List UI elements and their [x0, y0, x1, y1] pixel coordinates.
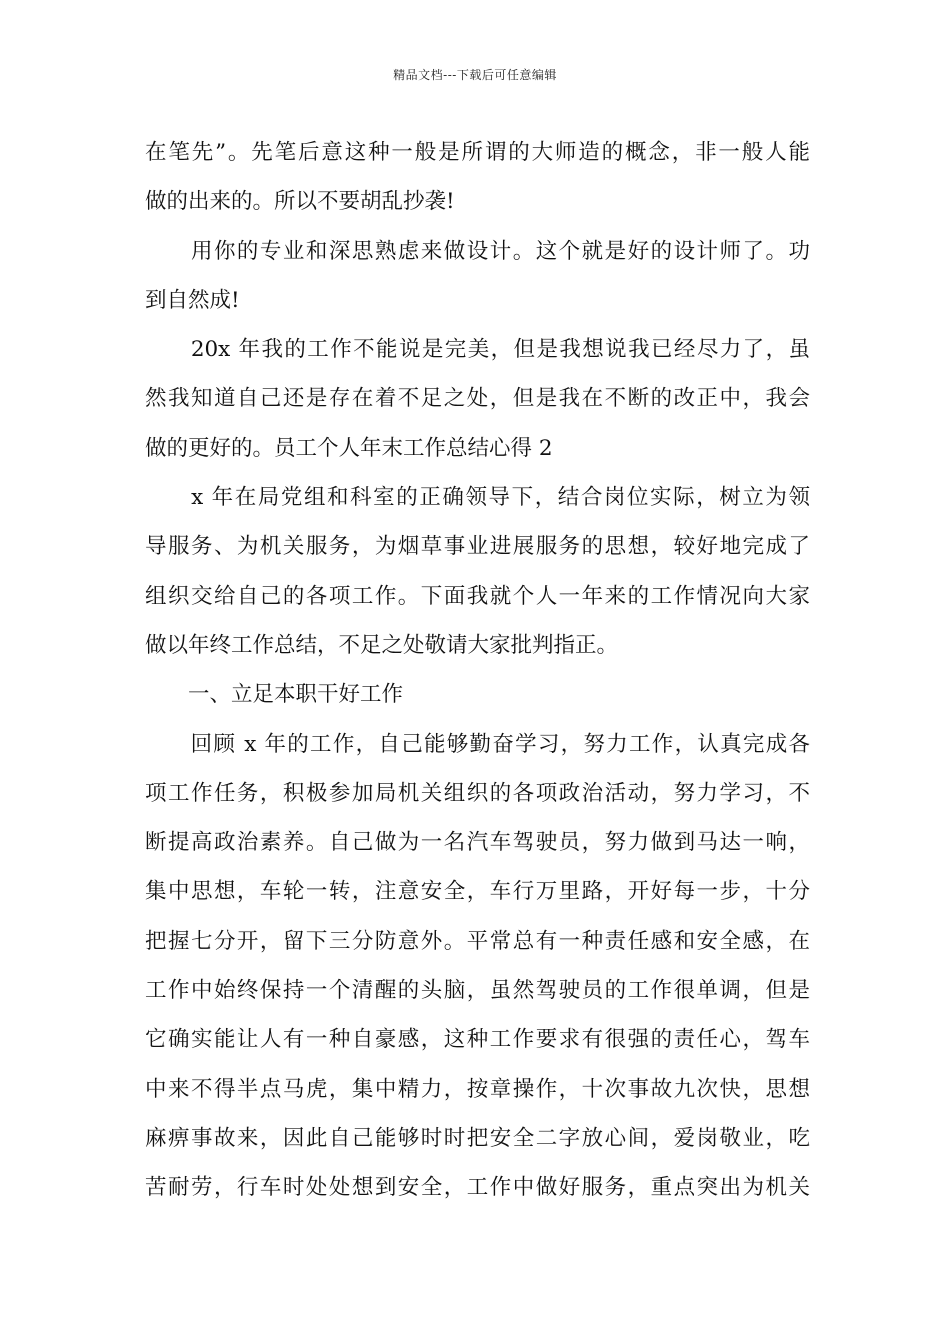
- text-line: 做以年终工作总结，不足之处敬请大家批判指正。: [145, 632, 619, 658]
- text-line: 做的更好的。员工个人年末工作总结心得 2: [145, 435, 553, 461]
- document-body: [145, 128, 810, 1213]
- paragraph: [145, 473, 810, 670]
- text-line: 组织交给自己的各项工作。下面我就个人一年来的工作情况向大家: [145, 583, 810, 609]
- paragraph: [145, 227, 810, 326]
- text-line: 到自然成!: [145, 287, 240, 313]
- text-line: 做的出来的。所以不要胡乱抄袭!: [145, 189, 455, 215]
- text-line: 工作中始终保持一个清醒的头脑，虽然驾驶员的工作很单调，但是: [145, 978, 810, 1004]
- text-line: 回顾 x 年的工作，自己能够勤奋学习，努力工作，认真完成各: [145, 731, 810, 757]
- paragraph: [145, 325, 810, 473]
- text-line: x 年在局党组和科室的正确领导下，结合岗位实际，树立为领: [145, 485, 810, 511]
- text-line: 把握七分开，留下三分防意外。平常总有一种责任感和安全感，在: [145, 928, 810, 954]
- text-line: 20x 年我的工作不能说是完美，但是我想说我已经尽力了，虽: [145, 337, 810, 363]
- text-line: 断提高政治素养。自己做为一名汽车驾驶员，努力做到马达一响，: [145, 830, 810, 856]
- page-header: 精品文档---下载后可任意编辑: [393, 68, 557, 82]
- text-line: 麻痹事故来，因此自己能够时时把安全二字放心间，爱岗敬业，吃: [145, 1125, 810, 1151]
- heading-text: 一、立足本职干好工作: [145, 682, 404, 708]
- text-line: 然我知道自己还是存在着不足之处，但是我在不断的改正中，我会: [145, 386, 810, 412]
- paragraph: [145, 720, 810, 1213]
- section-heading: [145, 670, 810, 719]
- text-line: 集中思想，车轮一转，注意安全，车行万里路，开好每一步，十分: [145, 879, 810, 905]
- text-line: 中来不得半点马虎，集中精力，按章操作，十次事故九次快，思想: [145, 1076, 810, 1102]
- text-line: 项工作任务，积极参加局机关组织的各项政治活动，努力学习，不: [145, 780, 810, 806]
- text-line: 导服务、为机关服务，为烟草事业进展服务的思想，较好地完成了: [145, 534, 810, 560]
- text-line: 它确实能让人有一种自豪感，这种工作要求有很强的责任心，驾车: [145, 1027, 810, 1053]
- paragraph: [145, 128, 810, 227]
- text-line: 苦耐劳，行车时处处想到安全，工作中做好服务，重点突出为机关: [145, 1175, 810, 1201]
- text-line: 在笔先”。先笔后意这种一般是所谓的大师造的概念，非一般人能: [145, 140, 810, 165]
- text-line: 用你的专业和深思熟虑来做设计。这个就是好的设计师了。功: [145, 238, 810, 264]
